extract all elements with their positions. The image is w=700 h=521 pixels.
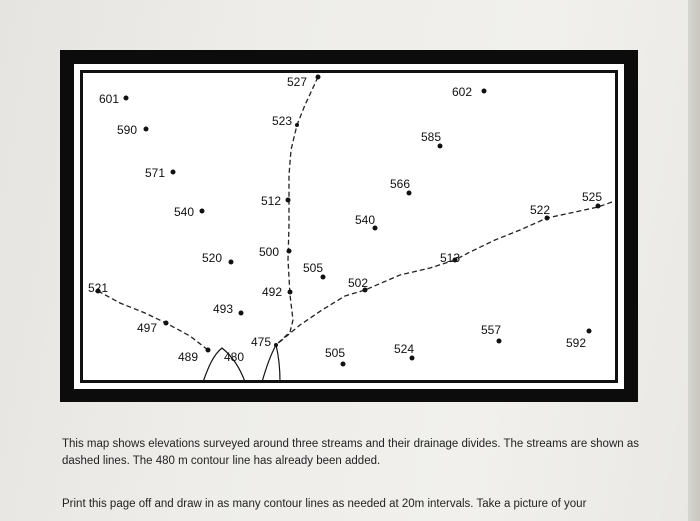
elevation-label: 522 bbox=[530, 203, 551, 217]
elevation-label: 512 bbox=[261, 194, 282, 208]
elevation-label: 601 bbox=[99, 92, 120, 106]
survey-dot bbox=[200, 209, 205, 214]
survey-dot bbox=[407, 191, 412, 196]
elevation-label: 480 bbox=[224, 350, 245, 364]
elevation-label: 505 bbox=[325, 346, 346, 360]
survey-dot bbox=[274, 343, 278, 347]
survey-dot bbox=[229, 260, 234, 265]
elevation-label: 540 bbox=[174, 205, 195, 219]
elevation-label: 513 bbox=[440, 251, 461, 265]
elevation-label: 521 bbox=[88, 281, 109, 295]
elevation-label: 585 bbox=[421, 130, 442, 144]
survey-dot bbox=[164, 321, 169, 326]
survey-dots bbox=[96, 75, 601, 367]
survey-dot bbox=[295, 123, 299, 127]
survey-dot bbox=[286, 198, 291, 203]
elevation-label: 523 bbox=[272, 114, 293, 128]
elevation-label: 493 bbox=[213, 302, 234, 316]
survey-dot bbox=[144, 127, 149, 132]
survey-dot bbox=[171, 170, 176, 175]
survey-dot bbox=[438, 144, 443, 149]
survey-dot bbox=[497, 339, 502, 344]
survey-dot bbox=[321, 275, 326, 280]
elevation-label: 590 bbox=[117, 123, 138, 137]
elevation-label: 492 bbox=[262, 285, 283, 299]
elevation-label: 592 bbox=[566, 336, 587, 350]
elevation-label: 524 bbox=[394, 342, 415, 356]
elevation-label: 527 bbox=[287, 75, 308, 89]
survey-dot bbox=[587, 329, 592, 334]
survey-dot bbox=[316, 75, 321, 80]
elevation-label: 566 bbox=[390, 177, 411, 191]
instructions-text: Print this page off and draw in as many contour lines as needed at 20m intervals. Take a picture of your bbox=[62, 498, 587, 510]
survey-dot bbox=[596, 204, 601, 209]
elevation-label: 505 bbox=[303, 261, 324, 275]
elevation-label: 602 bbox=[452, 85, 473, 99]
survey-dot bbox=[482, 89, 487, 94]
survey-dot bbox=[410, 356, 415, 361]
survey-dot bbox=[124, 96, 129, 101]
elevation-label: 540 bbox=[355, 213, 376, 227]
elevation-label: 497 bbox=[137, 321, 158, 335]
elevation-label: 525 bbox=[582, 190, 603, 204]
survey-dot bbox=[206, 348, 211, 353]
elevation-label: 520 bbox=[202, 251, 223, 265]
elevation-label: 475 bbox=[251, 335, 272, 349]
elevation-label: 502 bbox=[348, 276, 369, 290]
elevation-label: 571 bbox=[145, 166, 166, 180]
survey-dot bbox=[341, 362, 346, 367]
elevation-label: 557 bbox=[481, 323, 502, 337]
stream-east bbox=[276, 202, 612, 345]
survey-dot bbox=[239, 311, 244, 316]
elevation-label: 500 bbox=[259, 245, 280, 259]
map-caption: This map shows elevations surveyed around three streams and their drainage divides. The streams are shown as dashed lines. The 480 m contour line has already been added. bbox=[62, 438, 639, 467]
elevation-label: 489 bbox=[178, 350, 199, 364]
survey-dot bbox=[287, 249, 292, 254]
survey-dot bbox=[288, 290, 293, 295]
